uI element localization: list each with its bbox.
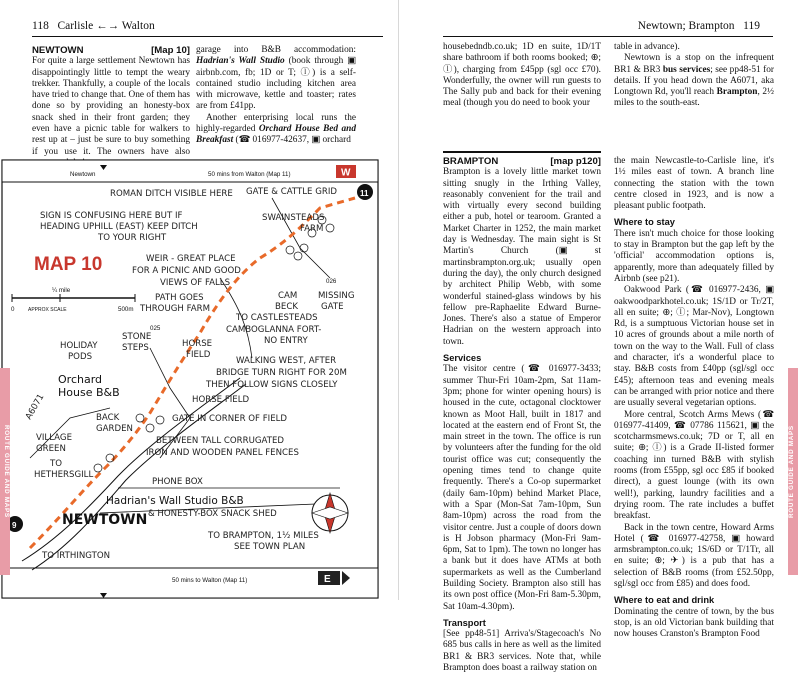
note-roman-ditch: ROMAN DITCH VISIBLE HERE xyxy=(110,189,233,199)
top-bar-time: 50 mins from Walton (Map 11) xyxy=(208,171,291,178)
newtown-heading: NEWTOWN xyxy=(32,45,84,56)
scotch-arms-mews: More central, Scotch Arms Mews (☎ 016977-41409, ☎ 07786 115621, ▣ the scotcharmsmews.co.uk; 7D or T, all en suite; ⊕; ⓛ) is a Grade II-listed former coaching inn turned B&B with stylish rooms (from £55pp, sgl occ £85 if booked direct), a guest lounge (with its own well!), parking, laundry facilities and a drying room. The rate includes a buffet breakfast. xyxy=(614,409,774,522)
note-back-1: BACK xyxy=(96,413,120,423)
note-village-2: GREEN xyxy=(36,444,66,454)
note-weir-3: VIEWS OF FALLS xyxy=(160,278,231,288)
note-walking-1: WALKING WEST, AFTER xyxy=(236,356,337,366)
note-back-2: GARDEN xyxy=(96,424,133,434)
right-top-col-1 xyxy=(443,42,601,110)
note-stone-1: STONE xyxy=(122,332,152,342)
transport-heading: Transport xyxy=(443,617,486,628)
table-advance: table in advance). xyxy=(614,42,680,52)
scale-label: APPROX SCALE xyxy=(28,307,67,313)
note-walking-3: THEN FOLLOW SIGNS CLOSELY xyxy=(206,380,338,390)
rail-text: the main Newcastle-to-Carlisle line, it's 1½ miles east of town. A branch line connecting the station with the town centre closed in 1923, and is now a pleasant public footpath. xyxy=(614,156,774,212)
map-title: MAP 10 xyxy=(34,254,103,275)
left-sidebar-label: ROUTE GUIDE AND MAPS xyxy=(3,425,10,518)
note-irthington: TO IRTHINGTON xyxy=(42,551,111,561)
orchard-paragraph: Another enterprising local runs the highly-regarded Orchard House Bed and Breakfast (☎ 016977-42637, ▣ orchard xyxy=(196,112,356,146)
header-rule xyxy=(32,36,383,37)
right-page-number: 119 xyxy=(743,20,760,32)
eat-heading: Where to eat and drink xyxy=(614,595,715,606)
next-map-number: 11 xyxy=(360,189,369,198)
note-holiday-2: PODS xyxy=(68,352,93,362)
scale-zero: 0 xyxy=(11,306,15,313)
note-turret-025: 025 xyxy=(150,325,161,332)
right-sidebar-tab xyxy=(788,368,798,575)
note-between-2: IRON AND WOODEN PANEL FENCES xyxy=(146,448,299,458)
map-top-bar xyxy=(2,160,378,182)
left-sidebar-tab xyxy=(0,368,10,575)
note-orchard-1: Orchard xyxy=(58,373,103,386)
left-page-number: 118 xyxy=(32,20,49,32)
note-brampton-2: SEE TOWN PLAN xyxy=(234,542,306,552)
scale-mile: ¼ mile xyxy=(52,287,71,294)
note-hethersgill-2: HETHERSGILL xyxy=(34,470,94,480)
prev-map-number: 9 xyxy=(12,521,17,530)
studio-paragraph: garage into B&B accommodation: Hadrian's Wall Studio (book through ▣ airbnb.com, fb; 1D or T; ⓛ) is a self-contained studio including kitchen area with microwave, kettle and toaster; rates are from £41pp. xyxy=(196,45,356,112)
right-page xyxy=(399,0,798,674)
map-10 xyxy=(0,158,382,600)
scale-metres: 500m xyxy=(118,306,134,313)
transport-text: [See pp48-51] Arriva's/Stagecoach's No 685 bus calls in here as well as the limited BR1 & BR3 services. Note that, while Brampton does boast a railway station on xyxy=(443,629,601,674)
note-castlesteads-2: CAMBOGLANNA FORT- xyxy=(226,325,322,335)
brampton-col-1 xyxy=(443,156,601,674)
left-col-1 xyxy=(32,45,190,169)
note-studio-1: Hadrian's Wall Studio B&B xyxy=(106,495,244,507)
brampton-heading: BRAMPTON xyxy=(443,156,499,167)
west-label: W xyxy=(341,167,351,179)
note-swainsteads-1: SWAINSTEADS xyxy=(262,213,325,223)
eat-text: Dominating the centre of town, by the bus stop, is an old Victorian bank building that now houses Cranston's Brampton Food xyxy=(614,606,774,640)
note-swainsteads-2: FARM xyxy=(300,224,324,234)
brampton-map-ref: [map p120] xyxy=(550,156,601,167)
newtown-map-ref: [Map 10] xyxy=(151,45,190,56)
orchard-continued: housebedndb.co.uk; 1D en suite, 1D/1T share bathroom if both rooms booked; ⊕; ⓛ), charging from £45pp (sgl occ £70). Wonderfully, the owner will run guests to The Sally pub and back for their evening meal (though you do need to book your xyxy=(443,42,601,109)
header-rule-right xyxy=(443,36,773,37)
note-weir-2: FOR A PICNIC AND GOOD xyxy=(132,266,241,276)
note-between-1: BETWEEN TALL CORRUGATED xyxy=(156,436,285,446)
east-label: E xyxy=(324,574,331,585)
map-drawing xyxy=(0,158,382,600)
right-top-col-2 xyxy=(614,42,774,110)
note-holiday-1: HOLIDAY xyxy=(60,341,98,351)
brampton-rule xyxy=(443,151,601,153)
note-horse-field-2: HORSE FIELD xyxy=(192,395,250,405)
note-village-1: VILLAGE xyxy=(36,433,73,443)
left-page xyxy=(0,0,399,600)
left-running-head xyxy=(32,20,155,32)
brampton-heading-row xyxy=(443,156,601,167)
note-gate-corner: GATE IN CORNER OF FIELD xyxy=(172,414,288,424)
note-missing-1: MISSING xyxy=(318,291,355,301)
note-orchard-2: House B&B xyxy=(58,386,120,399)
note-phone-box: PHONE BOX xyxy=(152,477,203,487)
left-col-2 xyxy=(196,45,356,147)
note-studio-2: & HONESTY-BOX SNACK SHED xyxy=(148,509,277,519)
services-heading: Services xyxy=(443,353,482,364)
note-horse-field-1a: HORSE xyxy=(182,339,213,349)
stay-heading: Where to stay xyxy=(614,217,675,228)
note-brampton-1: TO BRAMPTON, 1½ MILES xyxy=(208,531,319,541)
newtown-paragraph: For quite a large settlement Newtown has disappointingly little to tempt the weary trekker. Thankfully, a couple of the locals have tried to change that. One of them has done so by providing an honesty-box snack shed in their front garden; they even have a picnic table for walkers to rest up at – just be sure to buy something if you use it. The owners have also xyxy=(32,56,190,157)
brampton-col-2 xyxy=(614,156,774,640)
bottom-bar-time: 50 mins to Walton (Map 11) xyxy=(172,577,248,584)
note-castlesteads-1: TO CASTLESTEADS xyxy=(236,313,318,323)
note-cam-1: CAM xyxy=(278,291,298,301)
howard-arms: Back in the town centre, Howard Arms Hotel (☎ 016977-42758, ▣ howard armsbrampton.co.uk; 1S/6D or T/1Tr, all en suite; ⊕; ✈) is a pub that has a selection of B&B rooms (from £52.50pp, sgl/sgl occ from £85) and does food. xyxy=(614,522,774,589)
note-sign-3: TO YOUR RIGHT xyxy=(98,233,167,243)
note-path-1: PATH GOES xyxy=(155,293,204,303)
services-text: The visitor centre (☎ 016977-3433; summer Thur-Fri 10am-2pm, Sat 11am-3pm; phone for winter opening hours) is housed in the cute, octagonal clocktower known as Moot Hall, built in 1817 and located at the eastern end of Front St, the main street in the town. The office is run by volunteers after the funding for the old tourist office was cut; consequently the opening times tend to change quite frequently. There's a Co-op supermarket (daily 6am-10pm) behind Market Place, with a Spar (Mon-Sat 7am-10pm, Sun 8am-10pm) across the road from the visitor centre. Just a couple of doors down is H Jobson pharmacy (Mon-Fri 9am-6pm, Sat to 1pm). The town no longer has a bank but it does have ATMs at both supermarkets as well as the Cumberland Building Society. Brampton also still has its own post office (Mon-Fri 8am-5.30pm, Sat 10am-4.30pm). xyxy=(443,364,601,612)
note-walking-2: BRIDGE TURN RIGHT FOR 20M xyxy=(216,368,347,378)
left-running-title: Carlisle ←→ Walton xyxy=(57,20,155,32)
note-cattle-grid: GATE & CATTLE GRID xyxy=(246,187,338,197)
note-castlesteads-3: NO ENTRY xyxy=(264,336,308,346)
brampton-intro: Brampton is a lovely little market town sitting snugly in the Irthing Valley, reasonably convenient for the trail and with virtually every second building either a pub, hotel or tearoom. Granted a Market Charter in 1252, the main market day is Wednesday. The main sight is St Martin's Church (▣ st martinsbrampton.org.uk; usually open during the day), the only church designed by architect Philip Webb, with some wonderful stained-glass windows by his fellow pre-Raphaelite Edward Burne-Jones. There's also a statue of Emperor Hadrian on the western approach into town. xyxy=(443,167,601,347)
top-bar-place: Newtown xyxy=(70,171,96,178)
note-cam-2: BECK xyxy=(275,302,298,312)
note-stone-2: STEPS xyxy=(122,343,149,353)
note-height-026: 026 xyxy=(326,278,337,285)
studio-name: Hadrian's Wall Studio xyxy=(196,56,285,67)
note-weir-1: WEIR - GREAT PLACE xyxy=(146,254,236,264)
note-horse-field-1b: FIELD xyxy=(186,350,211,360)
newtown-heading-row xyxy=(32,45,190,56)
right-running-head xyxy=(638,20,760,32)
oakwood-park: Oakwood Park (☎ 016977-2436, ▣ oakwoodparkhotel.co.uk; 1S/1D or Tr/2T, all en suite; ⊕; ⓛ; Mar-Nov), Longtown Rd, is a sumptuous Victorian house set in 10 acres of grounds about a mile north of town on the way to the Wall. Full of class and character, it's a wonderful place to stay. B&B costs from £40pp (sgl/sgl occ £45); afternoon teas and evening meals can be arranged with prior notice and there are usually several vegetarian options. xyxy=(614,285,774,409)
note-newtown: NEWTOWN xyxy=(62,512,148,528)
note-road-a6071: A6071 xyxy=(23,392,47,422)
right-sidebar-label: ROUTE GUIDE AND MAPS xyxy=(788,425,795,518)
stay-intro: There isn't much choice for those looking to stay in Brampton but the gap left by the 'official' accommodation options is, apparently, more than adequately filled by Airbnb (see p21). xyxy=(614,228,774,284)
right-running-title: Newtown; Brampton xyxy=(637,20,735,32)
newtown-bus-paragraph: Newtown is a stop on the infrequent BR1 & BR3 bus services; see pp48-51 for details. If you head down the A6071, aka Longtown Rd, you'll reach Brampton, 2½ miles to the south-east. xyxy=(614,53,774,109)
note-sign-1: SIGN IS CONFUSING HERE BUT IF xyxy=(40,211,183,221)
note-hethersgill-1: TO xyxy=(50,459,63,469)
note-path-2: THROUGH FARM xyxy=(140,304,211,314)
orchard-name: Orchard House Bed and Breakfast xyxy=(196,124,356,146)
note-missing-2: GATE xyxy=(321,302,344,312)
note-sign-2: HEADING UPHILL (EAST) KEEP DITCH xyxy=(40,222,198,232)
